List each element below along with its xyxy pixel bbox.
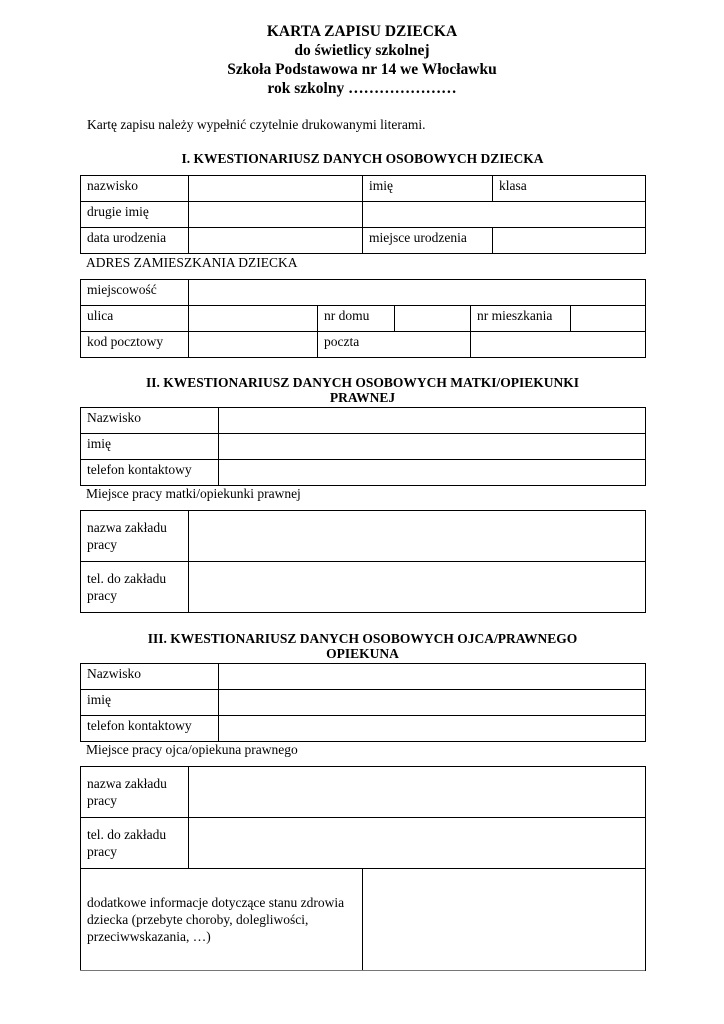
mother-workplace-table [80, 510, 646, 613]
field-kod-pocztowy[interactable] [189, 332, 318, 358]
section-3-heading-line-2: OPIEKUNA [326, 646, 399, 661]
field-father-telefon[interactable] [219, 716, 646, 742]
field-imie-klasa[interactable] [493, 176, 646, 202]
address-heading: ADRES ZAMIESZKANIA DZIECKA [86, 255, 298, 270]
label-data-urodzenia: data urodzenia [81, 228, 189, 254]
label-miejscowosc: miejscowość [81, 280, 189, 306]
label-mother-nazwisko: Nazwisko [81, 408, 219, 434]
field-miejscowosc[interactable] [189, 280, 646, 306]
label-mother-telefon: telefon kontaktowy [81, 460, 219, 486]
field-father-nazwisko[interactable] [219, 664, 646, 690]
child-data-table [80, 175, 646, 254]
section-3-heading [80, 631, 645, 661]
label-klasa: klasa [499, 178, 527, 193]
title-line-4: rok szkolny ………………… [267, 80, 457, 97]
field-mother-nazwisko[interactable] [219, 408, 646, 434]
section-3-heading-line-1: III. KWESTIONARIUSZ DANYCH OSOBOWYCH OJCA/PRAWNEGO [147, 631, 578, 646]
mother-workplace-heading: Miejsce pracy matki/opiekunki prawnej [86, 486, 301, 501]
title-line-2: do świetlicy szkolnej [294, 42, 430, 59]
field-father-nazwa-zakladu[interactable] [189, 767, 646, 818]
label-father-telefon: telefon kontaktowy [81, 716, 219, 742]
label-imie: imię [363, 176, 493, 202]
section-2-heading [80, 375, 645, 405]
bottom-divider [80, 970, 645, 971]
father-data-table [80, 663, 646, 742]
label-father-imie: imię [81, 690, 219, 716]
label-nr-domu: nr domu [318, 306, 395, 332]
label-nazwisko: nazwisko [81, 176, 189, 202]
field-nazwisko[interactable] [189, 176, 363, 202]
label-mother-nazwa-zakladu: nazwa zakładu pracy [81, 511, 189, 562]
label-father-nazwisko: Nazwisko [81, 664, 219, 690]
label-father-tel-zakladu: tel. do zakładu pracy [81, 818, 189, 869]
section-2-heading-line-2: PRAWNEJ [329, 390, 396, 405]
label-mother-imie: imię [81, 434, 219, 460]
mother-data-table [80, 407, 646, 486]
field-father-tel-zakladu[interactable] [189, 818, 646, 869]
field-drugie-imie[interactable] [189, 202, 363, 228]
label-health-info: dodatkowe informacje dotyczące stanu zdrowia dziecka (przebyte choroby, dolegliwości, przeciwwskazania, …) [81, 869, 363, 971]
address-table [80, 279, 646, 358]
document-title [0, 22, 724, 98]
section-1-heading: I. KWESTIONARIUSZ DANYCH OSOBOWYCH DZIECKA [181, 151, 544, 166]
field-drugie-imie-extra[interactable] [363, 202, 646, 228]
section-2-heading-line-1: II. KWESTIONARIUSZ DANYCH OSOBOWYCH MATKI/OPIEKUNKI [146, 375, 579, 390]
field-nr-mieszkania[interactable] [571, 306, 646, 332]
label-miejsce-urodzenia: miejsce urodzenia [363, 228, 493, 254]
title-line-1: KARTA ZAPISU DZIECKA [266, 23, 458, 40]
label-ulica: ulica [81, 306, 189, 332]
label-father-nazwa-zakladu: nazwa zakładu pracy [81, 767, 189, 818]
field-poczta[interactable] [471, 332, 646, 358]
field-nr-domu[interactable] [395, 306, 471, 332]
field-father-imie[interactable] [219, 690, 646, 716]
field-mother-imie[interactable] [219, 434, 646, 460]
title-line-3: Szkoła Podstawowa nr 14 we Włocławku [227, 61, 497, 78]
father-workplace-table [80, 766, 646, 971]
field-mother-tel-zakladu[interactable] [189, 562, 646, 613]
label-nr-mieszkania: nr mieszkania [471, 306, 571, 332]
field-miejsce-urodzenia[interactable] [493, 228, 646, 254]
field-mother-telefon[interactable] [219, 460, 646, 486]
label-mother-tel-zakladu: tel. do zakładu pracy [81, 562, 189, 613]
label-poczta: poczta [318, 332, 471, 358]
field-mother-nazwa-zakladu[interactable] [189, 511, 646, 562]
intro-text: Kartę zapisu należy wypełnić czytelnie drukowanymi literami. [87, 117, 426, 132]
field-data-urodzenia[interactable] [189, 228, 363, 254]
label-kod-pocztowy: kod pocztowy [81, 332, 189, 358]
label-drugie-imie: drugie imię [81, 202, 189, 228]
field-ulica[interactable] [189, 306, 318, 332]
father-workplace-heading: Miejsce pracy ojca/opiekuna prawnego [86, 742, 298, 757]
field-health-info[interactable] [363, 869, 646, 971]
